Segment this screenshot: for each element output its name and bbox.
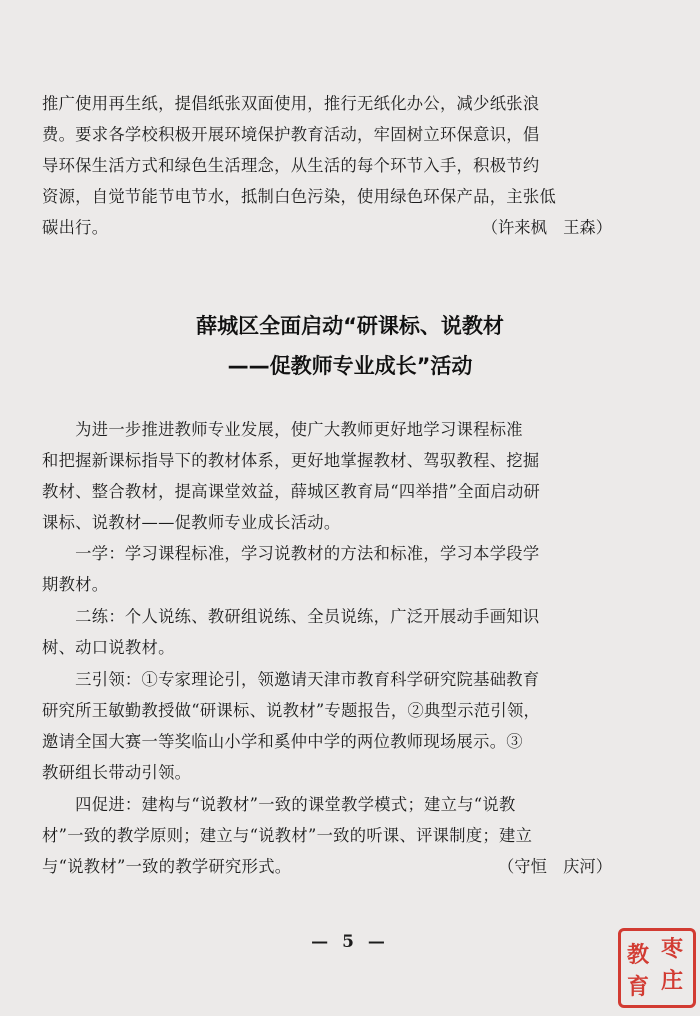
text-line: 材”一致的教学原则；建立与“说教材”一致的听课、评课制度；建立 xyxy=(42,826,533,845)
stamp-char: 庄 xyxy=(661,968,684,994)
article2-title-line1: 薛城区全面启动“研课标、说教材 xyxy=(196,314,504,338)
article2-paragraph-4 xyxy=(42,664,672,788)
article2-paragraph-3 xyxy=(42,601,672,663)
text-line: 三引领：①专家理论引，领邀请天津市教育科学研究院基础教育 xyxy=(42,670,540,689)
text-line: 为进一步推进教师专业发展，使广大教师更好地学习课程标准 xyxy=(42,420,523,439)
text-line: 教材、整合教材，提高课堂效益，薛城区教育局“四举措”全面启动研 xyxy=(42,482,541,501)
text-line: 费。要求各学校积极开展环境保护教育活动，牢固树立环保意识，倡 xyxy=(42,125,540,144)
article1-signature: （许来枫 王森） xyxy=(481,218,612,237)
text-line: 资源，自觉节能节电节水，抵制白色污染，使用绿色环保产品，主张低 xyxy=(42,187,557,206)
text-line: 与“说教材”一致的教学研究形式。 xyxy=(42,857,292,876)
text-line: 推广使用再生纸，提倡纸张双面使用，推行无纸化办公，减少纸张浪 xyxy=(42,94,540,113)
stamp-char: 枣 xyxy=(661,936,684,962)
article2-paragraph-1 xyxy=(42,414,672,538)
text-line: 碳出行。 xyxy=(42,218,109,237)
text-line: 四促进：建构与“说教材”一致的课堂教学模式；建立与“说教 xyxy=(42,795,516,814)
text-line: 和把握新课标指导下的教材体系，更好地掌握教材、驾驭教程、挖掘 xyxy=(42,451,540,470)
article2-title-line2: ——促教师专业成长”活动 xyxy=(227,354,473,378)
stamp-char: 教 xyxy=(627,942,650,968)
seal-stamp xyxy=(618,928,696,1008)
article2-signature: （守恒 庆河） xyxy=(498,857,612,876)
stamp-char: 育 xyxy=(627,974,650,1000)
text-line: 树、动口说教材。 xyxy=(42,638,175,657)
text-line: 导环保生活方式和绿色生活理念，从生活的每个环节入手，积极节约 xyxy=(42,156,540,175)
text-line: 课标、说教材——促教师专业成长活动。 xyxy=(42,513,341,532)
text-line: 教研组长带动引领。 xyxy=(42,763,192,782)
text-line: 一学：学习课程标准，学习说教材的方法和标准，学习本学段学 xyxy=(42,544,540,563)
text-line: 研究所王敏勤教授做“研课标、说教材”专题报告，②典型示范引领， xyxy=(42,701,541,720)
text-line: 二练：个人说练、教研组说练、全员说练，广泛开展动手画知识 xyxy=(42,607,540,626)
article2-paragraph-2 xyxy=(42,538,672,600)
page-number: — 5 — xyxy=(311,932,389,952)
text-line: 期教材。 xyxy=(42,575,109,594)
text-line: 邀请全国大赛一等奖临山小学和奚仲中学的两位教师现场展示。③ xyxy=(42,732,523,751)
